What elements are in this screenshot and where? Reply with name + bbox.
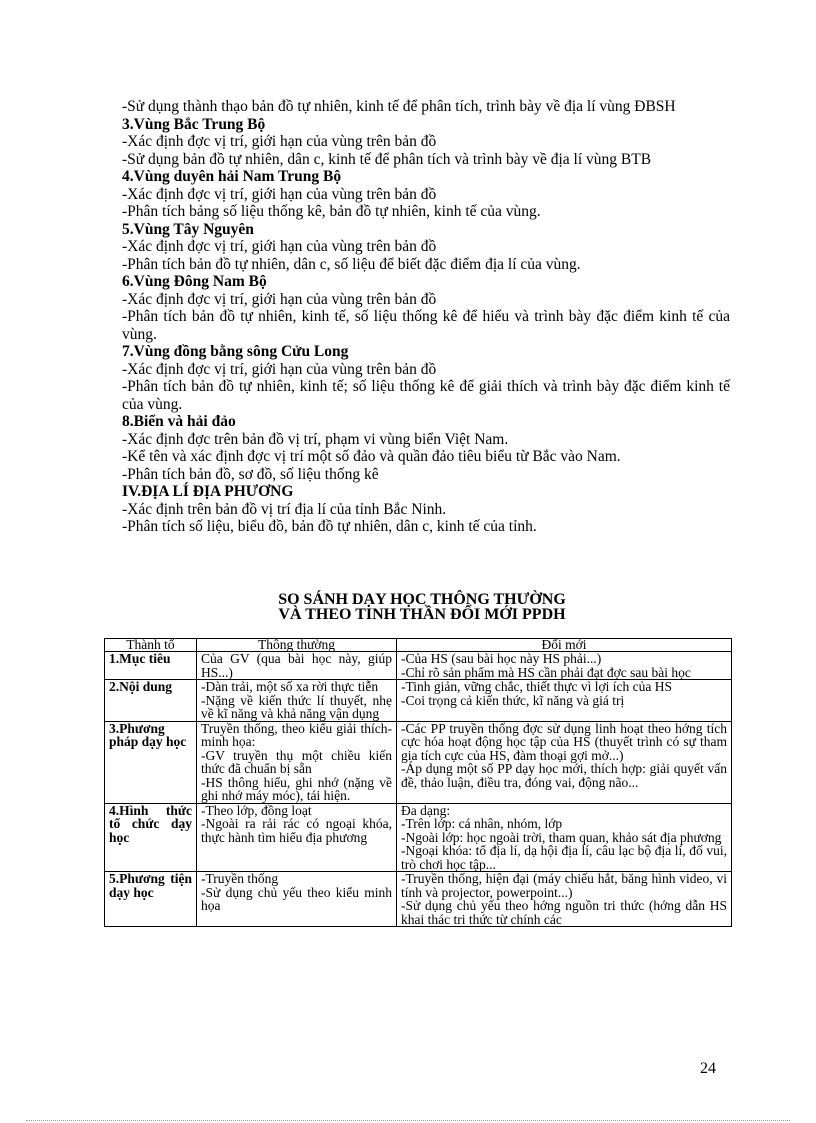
body-paragraph: -Phân tích bảng số liệu thống kê, bản đồ tự nhiên, kinh tế của vùng. [122, 203, 541, 220]
cell-line: -Coi trọng cả kiến thức, kĩ năng và giá trị [401, 692, 625, 708]
body-paragraph: -Kể tên và xác định đợc vị trí một số đảo và quần đảo tiêu biểu từ Bắc vào Nam. [122, 448, 621, 465]
cell-innovative [397, 652, 732, 680]
document-body [122, 98, 730, 536]
cell-line: -Trên lớp: cá nhân, nhóm, lớp [401, 816, 563, 831]
table-row [105, 803, 732, 872]
cell-innovative [397, 680, 732, 722]
comparison-title-line-1: SO SÁNH DẠY HỌC THÔNG THƯỜNG [278, 591, 566, 608]
table-row [105, 680, 732, 722]
body-paragraph: -Phân tích bản đồ tự nhiên, kinh tế, số liệu thống kê để hiểu và trình bày đặc điểm kinh tế của vùng. [122, 308, 730, 343]
section-heading: 8.Biển và hải đảo [122, 413, 236, 430]
cell-innovative [397, 721, 732, 803]
cell-line: -Chỉ rõ sản phẩm mà HS cần phải đạt đợc sau bài học [401, 664, 691, 680]
table-row [105, 872, 732, 927]
cell-line: -Sử dụng chủ yếu theo kiểu minh họa [201, 884, 392, 913]
body-paragraph: -Xác định đợc vị trí, giới hạn của vùng trên bản đồ [122, 360, 437, 378]
cell-line: -Nặng về kiến thức lí thuyết, nhẹ về kĩ năng và khả năng vận dụng [201, 692, 392, 721]
cell-line: -Ngoài ra rải rác có ngoại khóa, thực hành tìm hiểu địa phương [201, 816, 392, 845]
cell-traditional [197, 680, 397, 722]
cell-line: -GV truyền thụ một chiều kiến thức đã chuẩn bị sẵn [201, 747, 392, 776]
cell-line: -Dàn trải, một số xa rời thực tiễn [201, 679, 379, 694]
body-paragraph: -Xác định đợc vị trí, giới hạn của vùng trên bản đồ [122, 238, 437, 255]
comparison-title [102, 592, 742, 622]
cell-element: 2.Nội dung [105, 680, 197, 722]
body-paragraph: -Sử dụng thành thạo bản đồ tự nhiên, kinh tế để phân tích, trình bày về địa lí vùng ĐBSH [122, 98, 676, 115]
cell-traditional [197, 803, 397, 872]
body-paragraph: -Phân tích bản đồ tự nhiên, dân c, số liệu để biết đặc điểm địa lí của vùng. [122, 255, 581, 273]
cell-line: -HS thông hiểu, ghi nhớ (nặng về ghi nhớ máy móc), tái hiện. [201, 774, 392, 803]
cell-traditional [197, 652, 397, 680]
header-innovative: Đổi mới [397, 639, 732, 652]
section-heading: IV.ĐỊA LÍ ĐỊA PHƯƠNG [122, 483, 294, 500]
cell-element: 4.Hình thức tổ chức dạy học [105, 803, 197, 872]
cell-element: 3.Phương pháp dạy học [105, 721, 197, 803]
cell-line: -Áp dụng một số PP dạy học mới, thích hợp: giải quyết vấn đề, thảo luận, điều tra, đóng vai, động não... [401, 761, 727, 790]
cell-innovative [397, 803, 732, 872]
cell-line: -Sử dụng chủ yếu theo hớng nguồn tri thức (hớng dẫn HS khai thác tri thức từ chính các [401, 898, 727, 927]
cell-line: -Các PP truyền thống đợc sử dụng linh hoạt theo hớng tích cực hóa hoạt động học tập của HS (thuyết trình có sự tham gia tích cực của HS, đàm thoại gợi mở...) [401, 720, 727, 763]
cell-element: 5.Phương tiện dạy học [105, 872, 197, 927]
cell-line: -Truyền thống, hiện đại (máy chiếu hắt, băng hình video, vi tính và projector, powerpoint...) [401, 871, 727, 900]
comparison-table [104, 638, 732, 927]
page-bottom-divider [26, 1120, 790, 1121]
body-paragraph: -Sử dụng bản đồ tự nhiên, dân c, kinh tế để phân tích và trình bày về địa lí vùng BTB [122, 150, 652, 168]
cell-line: Của GV (qua bài học này, giúp HS...) [201, 651, 392, 680]
cell-innovative [397, 872, 732, 927]
cell-traditional [197, 872, 397, 927]
table-header-row [105, 639, 732, 652]
body-paragraph: -Xác định đợc vị trí, giới hạn của vùng trên bản đồ [122, 185, 437, 203]
cell-element: 1.Mục tiêu [105, 652, 197, 680]
section-heading: 6.Vùng Đông Nam Bộ [122, 273, 267, 290]
body-paragraph: -Phân tích bản đồ tự nhiên, kinh tế; số liệu thống kê để giải thích và trình bày đặc điểm kinh tế của vùng. [122, 378, 730, 413]
section-heading: 4.Vùng duyên hải Nam Trung Bộ [122, 168, 342, 185]
section-heading: 3.Vùng Bắc Trung Bộ [122, 115, 266, 133]
cell-traditional [197, 721, 397, 803]
body-paragraph: -Xác định đợc vị trí, giới hạn của vùng trên bản đồ [122, 133, 437, 150]
table-row [105, 721, 732, 803]
section-heading: 7.Vùng đồng bằng sông Cửu Long [122, 343, 349, 360]
header-element: Thành tố [105, 639, 197, 652]
cell-line: -Của HS (sau bài học này HS phải...) [401, 651, 602, 666]
cell-line: -Theo lớp, đồng loạt [201, 802, 312, 818]
body-paragraph: -Xác định trên bản đồ vị trí địa lí của tỉnh Bắc Ninh. [122, 500, 447, 518]
cell-line: Truyền thống, theo kiểu giải thích-minh họa: [201, 720, 392, 749]
header-traditional: Thông thường [197, 639, 397, 652]
cell-line: -Truyền thống [201, 871, 279, 886]
body-paragraph: -Xác định đợc trên bản đồ vị trí, phạm vi vùng biển Việt Nam. [122, 430, 509, 448]
section-heading: 5.Vùng Tây Nguyên [122, 220, 254, 238]
body-paragraph: -Phân tích bản đồ, sơ đồ, số liệu thống kê [122, 465, 379, 483]
body-paragraph: -Phân tích số liệu, biểu đồ, bản đồ tự nhiên, dân c, kinh tế của tỉnh. [122, 518, 537, 535]
cell-line: Đa dạng: [401, 802, 451, 818]
body-paragraph: -Xác định đợc vị trí, giới hạn của vùng trên bản đồ [122, 290, 437, 308]
cell-line: -Tinh giản, vững chắc, thiết thực vì lợi ích của HS [401, 679, 672, 694]
table-row [105, 652, 732, 680]
cell-line: -Ngoài lớp: học ngoài trời, tham quan, khảo sát địa phương [401, 829, 722, 845]
cell-line: -Ngoại khóa: tổ địa lí, dạ hội địa lí, câu lạc bộ địa lí, đố vui, trò chơi học tập... [401, 843, 727, 872]
comparison-title-line-2: VÀ THEO TINH THẦN ĐỔI MỚI PPDH [278, 606, 566, 623]
page-number: 24 [700, 1060, 716, 1077]
